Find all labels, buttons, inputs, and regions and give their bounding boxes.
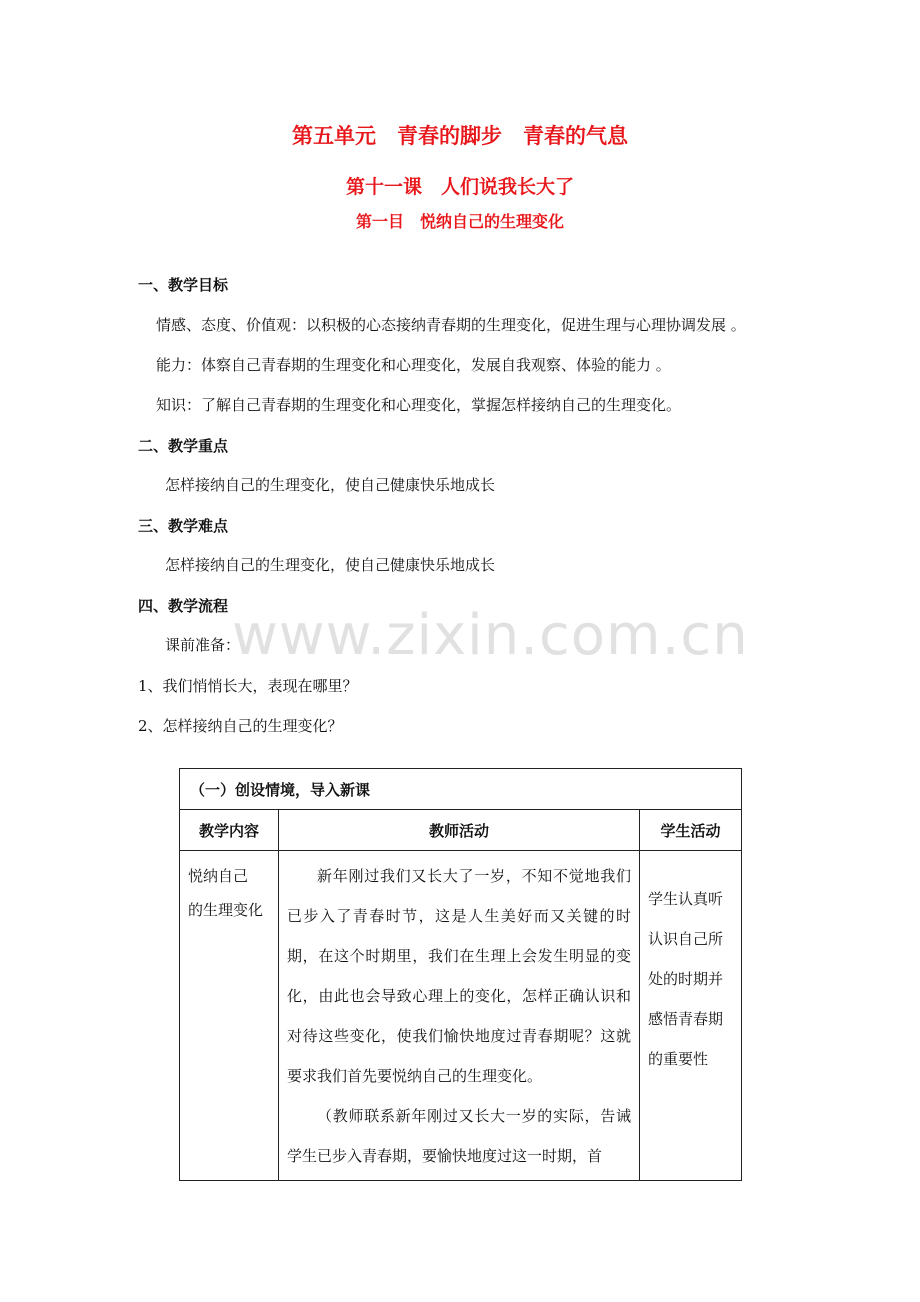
difficult-heading: 三、教学难点 [138, 517, 229, 535]
student-cell [640, 851, 742, 1181]
watermark: www.zixin.com.cn [232, 603, 749, 668]
content-line: 悦纳自己 [188, 867, 249, 885]
item-title: 第一目 悦纳自己的生理变化 [355, 212, 564, 231]
goals-heading: 一、教学目标 [138, 276, 229, 294]
unit-title: 第五单元 青春的脚步 青春的气息 [292, 124, 628, 148]
student-line: 学生认真听 [648, 890, 724, 908]
table-caption: （一）创设情境，导入新课 [180, 769, 742, 810]
header-student: 学生活动 [640, 810, 742, 851]
prep-label: 课前准备： [165, 636, 241, 654]
goal-line: 能力：体察自己青春期的生理变化和心理变化，发展自我观察、体验的能力 。 [156, 356, 671, 374]
teacher-cell [279, 851, 640, 1181]
goal-line: 情感、态度、价值观：以积极的心态接纳青春期的生理变化，促进生理与心理协调发展 。 [156, 316, 746, 334]
goal-line: 知识：了解自己青春期的生理变化和心理变化，掌握怎样接纳自己的生理变化。 [156, 396, 682, 414]
lesson-title: 第十一课 人们说我长大了 [345, 176, 574, 198]
key-heading: 二、教学重点 [138, 437, 229, 455]
flow-heading: 四、教学流程 [138, 597, 229, 615]
difficult-text: 怎样接纳自己的生理变化，使自己健康快乐地成长 [165, 556, 496, 574]
content-line: 的生理变化 [188, 901, 264, 919]
teacher-paragraph: （教师联系新年刚过又长大一岁的实际，告诫学生已步入青春期，要愉快地度过这一时期，首 [287, 1107, 631, 1165]
header-content: 教学内容 [180, 810, 279, 851]
header-teacher: 教师活动 [279, 810, 640, 851]
student-line: 认识自己所处的时期并感悟青春期的重要性 [648, 930, 724, 1068]
teacher-paragraph: 新年刚过我们又长大了一岁，不知不觉地我们已步入了青春时节，这是人生美好而又关键的时期，在这个时期里，我们在生理上会发生明显的变化，由此也会导致心理上的变化，怎样正确认识和对待这些变化，使我们愉快地度过青春期呢？这就要求我们首先要悦纳自己的生理变化。 [287, 867, 631, 1085]
question-item: 2、怎样接纳自己的生理变化？ [138, 717, 343, 735]
content-cell [180, 851, 279, 1181]
lesson-table [179, 768, 742, 1181]
key-text: 怎样接纳自己的生理变化，使自己健康快乐地成长 [165, 476, 496, 494]
question-item: 1、我们悄悄长大，表现在哪里？ [138, 677, 358, 695]
